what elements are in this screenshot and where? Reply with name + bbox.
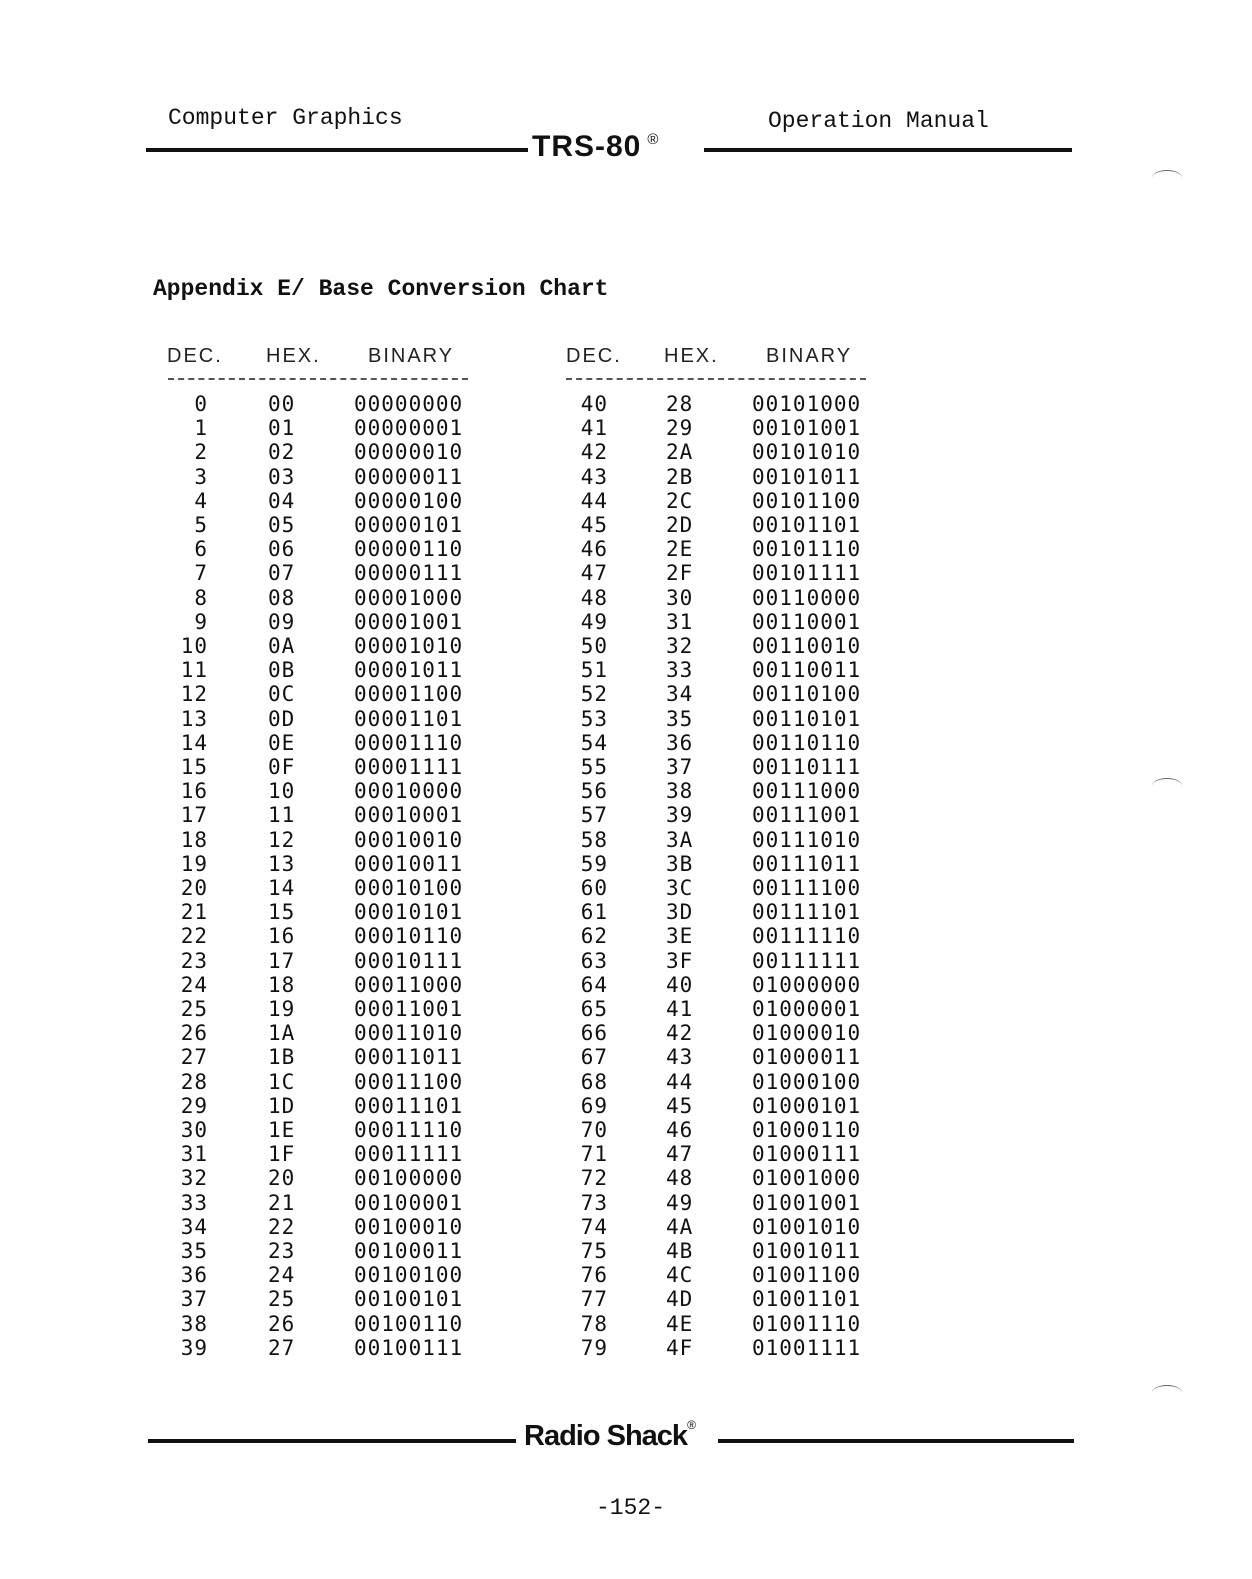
dec-cell: 22 bbox=[180, 924, 208, 949]
dec-cell: 28 bbox=[180, 1069, 208, 1094]
dec-cell: 11 bbox=[180, 658, 208, 683]
margin-mark-bottom bbox=[1152, 1385, 1182, 1400]
hex-cell: 1A bbox=[268, 1021, 296, 1046]
hex-cell: 44 bbox=[666, 1069, 694, 1094]
hex-cell: 2B bbox=[666, 464, 694, 489]
hex-cell: 40 bbox=[666, 972, 694, 997]
dec-cell: 33 bbox=[180, 1190, 208, 1215]
binary-cell: 00010110 bbox=[354, 924, 464, 949]
dec-cell: 78 bbox=[580, 1311, 608, 1336]
dec-cell: 20 bbox=[180, 876, 208, 900]
binary-cell: 01001101 bbox=[752, 1287, 862, 1312]
hex-cell: 25 bbox=[268, 1287, 296, 1312]
hex-cell: 0C bbox=[268, 682, 296, 707]
dec-cell: 46 bbox=[580, 537, 608, 562]
hex-cell: 2E bbox=[666, 537, 694, 562]
hex-cell: 21 bbox=[268, 1190, 296, 1215]
binary-cell: 00011100 bbox=[354, 1069, 464, 1094]
dec-cell: 64 bbox=[580, 972, 608, 997]
binary-cell: 01001001 bbox=[752, 1190, 862, 1215]
dec-cell: 63 bbox=[580, 948, 608, 973]
binary-cell: 00001101 bbox=[354, 706, 464, 731]
dec-cell: 34 bbox=[180, 1214, 208, 1239]
hex-cell: 43 bbox=[666, 1045, 694, 1070]
dec-cell: 12 bbox=[180, 682, 208, 707]
binary-cell: 00001000 bbox=[354, 585, 464, 610]
binary-cell: 00110011 bbox=[752, 658, 862, 683]
binary-cell: 00100100 bbox=[354, 1263, 464, 1288]
dec-cell: 57 bbox=[580, 803, 608, 828]
binary-cell: 00100101 bbox=[354, 1287, 464, 1312]
binary-cell: 00101011 bbox=[752, 464, 862, 489]
binary-cell: 01000101 bbox=[752, 1093, 862, 1118]
dec-cell: 67 bbox=[580, 1045, 608, 1070]
dec-cell: 52 bbox=[580, 682, 608, 707]
dec-cell: 13 bbox=[180, 706, 208, 731]
hex-cell: 01 bbox=[268, 416, 296, 441]
hex-cell: 41 bbox=[666, 997, 694, 1021]
dec-cell: 27 bbox=[180, 1045, 208, 1070]
binary-cell: 01001110 bbox=[752, 1311, 862, 1336]
binary-cell: 00101001 bbox=[752, 416, 862, 441]
dec-cell: 7 bbox=[194, 561, 208, 586]
dec-cell: 10 bbox=[180, 634, 208, 658]
hex-cell: 18 bbox=[268, 972, 296, 997]
hex-cell: 35 bbox=[666, 706, 694, 731]
header-rule-right bbox=[704, 148, 1072, 152]
binary-cell: 00101010 bbox=[752, 440, 862, 465]
dec-cell: 68 bbox=[580, 1069, 608, 1094]
binary-cell: 00100010 bbox=[354, 1214, 464, 1239]
hex-cell: 26 bbox=[268, 1311, 296, 1336]
hex-cell: 2C bbox=[666, 488, 694, 513]
hex-cell: 39 bbox=[666, 803, 694, 828]
dec-cell: 69 bbox=[580, 1093, 608, 1118]
hex-cell: 32 bbox=[666, 634, 694, 658]
dec-cell: 1 bbox=[194, 416, 208, 441]
binary-cell: 00010100 bbox=[354, 876, 464, 900]
dec-cell: 45 bbox=[580, 513, 608, 537]
dec-cell: 0 bbox=[194, 392, 208, 416]
hex-cell: 4F bbox=[666, 1335, 694, 1360]
hex-cell: 16 bbox=[268, 924, 296, 949]
hex-cell: 45 bbox=[666, 1093, 694, 1118]
dec-cell: 77 bbox=[580, 1287, 608, 1312]
binary-cell: 00111010 bbox=[752, 827, 862, 852]
binary-cell: 00011101 bbox=[354, 1093, 464, 1118]
dec-cell: 37 bbox=[180, 1287, 208, 1312]
binary-cell: 00011001 bbox=[354, 997, 464, 1021]
hex-cell: 27 bbox=[268, 1335, 296, 1360]
dec-cell: 39 bbox=[180, 1335, 208, 1360]
binary-cell: 00000100 bbox=[354, 488, 464, 513]
hex-cell: 0B bbox=[268, 658, 296, 683]
hex-cell: 4E bbox=[666, 1311, 694, 1336]
binary-cell: 01000010 bbox=[752, 1021, 862, 1046]
dec-cell: 47 bbox=[580, 561, 608, 586]
dec-cell: 54 bbox=[580, 730, 608, 755]
binary-cell: 00110001 bbox=[752, 609, 862, 634]
dec-cell: 19 bbox=[180, 851, 208, 876]
binary-cell: 00011010 bbox=[354, 1021, 464, 1046]
dec-cell: 31 bbox=[180, 1142, 208, 1167]
hex-cell: 08 bbox=[268, 585, 296, 610]
hex-cell: 34 bbox=[666, 682, 694, 707]
dec-cell: 43 bbox=[580, 464, 608, 489]
dec-cell: 74 bbox=[580, 1214, 608, 1239]
dec-cell: 60 bbox=[580, 876, 608, 900]
dec-cell: 58 bbox=[580, 827, 608, 852]
hex-cell: 46 bbox=[666, 1118, 694, 1142]
binary-cell: 00111011 bbox=[752, 851, 862, 876]
dec-cell: 18 bbox=[180, 827, 208, 852]
binary-cell: 00001100 bbox=[354, 682, 464, 707]
binary-cell: 00101110 bbox=[752, 537, 862, 562]
hex-cell: 2F bbox=[666, 561, 694, 586]
hex-cell: 36 bbox=[666, 730, 694, 755]
dec-cell: 8 bbox=[194, 585, 208, 610]
header-right-title: Operation Manual bbox=[768, 108, 989, 134]
binary-cell: 00110100 bbox=[752, 682, 862, 707]
binary-cell: 00001110 bbox=[354, 730, 464, 755]
col-head-binary-left: BINARY bbox=[368, 345, 455, 367]
hex-cell: 02 bbox=[268, 440, 296, 465]
hex-cell: 03 bbox=[268, 464, 296, 489]
dec-cell: 42 bbox=[580, 440, 608, 465]
dec-cell: 30 bbox=[180, 1118, 208, 1142]
binary-cell: 01001010 bbox=[752, 1214, 862, 1239]
binary-cell: 00110010 bbox=[752, 634, 862, 658]
dec-cell: 35 bbox=[180, 1239, 208, 1263]
dec-cell: 29 bbox=[180, 1093, 208, 1118]
col-head-dec-right: DEC. bbox=[566, 345, 622, 367]
hex-cell: 37 bbox=[666, 755, 694, 779]
binary-cell: 01000011 bbox=[752, 1045, 862, 1070]
binary-cell: 00001011 bbox=[354, 658, 464, 683]
binary-cell: 00010111 bbox=[354, 948, 464, 973]
hex-cell: 0A bbox=[268, 634, 296, 658]
hex-cell: 0E bbox=[268, 730, 296, 755]
hex-cell: 09 bbox=[268, 609, 296, 634]
header-left-title: Computer Graphics bbox=[168, 105, 403, 131]
hex-cell: 23 bbox=[268, 1239, 296, 1263]
binary-cell: 00011011 bbox=[354, 1045, 464, 1070]
hex-cell: 38 bbox=[666, 779, 694, 804]
header-rule-left bbox=[146, 148, 528, 152]
registered-mark: ® bbox=[647, 131, 660, 148]
binary-cell: 00100011 bbox=[354, 1239, 464, 1263]
dec-cell: 9 bbox=[194, 609, 208, 634]
binary-cell: 00101000 bbox=[752, 392, 862, 416]
hex-cell: 06 bbox=[268, 537, 296, 562]
dec-cell: 40 bbox=[580, 392, 608, 416]
page-number: -152- bbox=[596, 1495, 666, 1521]
col-head-hex-right: HEX. bbox=[664, 345, 719, 367]
radio-shack-logo-text: Radio Shack bbox=[524, 1420, 688, 1452]
footer-rule-left bbox=[148, 1439, 516, 1443]
hex-cell: 2A bbox=[666, 440, 694, 465]
dec-cell: 25 bbox=[180, 997, 208, 1021]
binary-cell: 00100001 bbox=[354, 1190, 464, 1215]
dec-cell: 41 bbox=[580, 416, 608, 441]
dec-cell: 2 bbox=[194, 440, 208, 465]
hex-cell: 31 bbox=[666, 609, 694, 634]
binary-cell: 00010011 bbox=[354, 851, 464, 876]
binary-cell: 00011111 bbox=[354, 1142, 464, 1167]
col-head-underline-left bbox=[168, 378, 468, 380]
hex-cell: 4A bbox=[666, 1214, 694, 1239]
hex-cell: 2D bbox=[666, 513, 694, 537]
binary-cell: 00110111 bbox=[752, 755, 862, 779]
binary-cell: 00110000 bbox=[752, 585, 862, 610]
binary-cell: 00000111 bbox=[354, 561, 464, 586]
hex-cell: 19 bbox=[268, 997, 296, 1021]
dec-cell: 61 bbox=[580, 900, 608, 925]
hex-cell: 13 bbox=[268, 851, 296, 876]
hex-cell: 48 bbox=[666, 1166, 694, 1191]
hex-cell: 1E bbox=[268, 1118, 296, 1142]
col-head-dec-left: DEC. bbox=[167, 345, 223, 367]
hex-cell: 3B bbox=[666, 851, 694, 876]
binary-cell: 00111110 bbox=[752, 924, 862, 949]
binary-cell: 00101100 bbox=[752, 488, 862, 513]
hex-cell: 07 bbox=[268, 561, 296, 586]
hex-cell: 49 bbox=[666, 1190, 694, 1215]
binary-cell: 01000000 bbox=[752, 972, 862, 997]
dec-cell: 17 bbox=[180, 803, 208, 828]
dec-cell: 21 bbox=[180, 900, 208, 925]
binary-cell: 00010101 bbox=[354, 900, 464, 925]
footer-rule-right bbox=[718, 1439, 1074, 1443]
dec-cell: 72 bbox=[580, 1166, 608, 1191]
hex-cell: 4C bbox=[666, 1263, 694, 1288]
hex-cell: 3D bbox=[666, 900, 694, 925]
hex-cell: 29 bbox=[666, 416, 694, 441]
hex-cell: 4D bbox=[666, 1287, 694, 1312]
hex-cell: 4B bbox=[666, 1239, 694, 1263]
dec-cell: 66 bbox=[580, 1021, 608, 1046]
dec-cell: 23 bbox=[180, 948, 208, 973]
binary-cell: 01000100 bbox=[752, 1069, 862, 1094]
trs80-logo-text: TRS-80 bbox=[532, 130, 642, 163]
dec-cell: 36 bbox=[180, 1263, 208, 1288]
hex-cell: 33 bbox=[666, 658, 694, 683]
hex-cell: 28 bbox=[666, 392, 694, 416]
binary-cell: 00001010 bbox=[354, 634, 464, 658]
appendix-title: Appendix E/ Base Conversion Chart bbox=[153, 276, 609, 302]
hex-cell: 3E bbox=[666, 924, 694, 949]
hex-cell: 22 bbox=[268, 1214, 296, 1239]
margin-mark-middle bbox=[1152, 778, 1182, 793]
dec-cell: 62 bbox=[580, 924, 608, 949]
dec-cell: 75 bbox=[580, 1239, 608, 1263]
dec-cell: 24 bbox=[180, 972, 208, 997]
hex-cell: 04 bbox=[268, 488, 296, 513]
dec-cell: 14 bbox=[180, 730, 208, 755]
binary-cell: 00000010 bbox=[354, 440, 464, 465]
hex-cell: 1F bbox=[268, 1142, 296, 1167]
dec-cell: 71 bbox=[580, 1142, 608, 1167]
binary-cell: 01001000 bbox=[752, 1166, 862, 1191]
hex-cell: 1C bbox=[268, 1069, 296, 1094]
dec-cell: 51 bbox=[580, 658, 608, 683]
radio-shack-logo bbox=[524, 1418, 695, 1453]
hex-cell: 24 bbox=[268, 1263, 296, 1288]
binary-cell: 00111000 bbox=[752, 779, 862, 804]
binary-cell: 00001111 bbox=[354, 755, 464, 779]
registered-mark-footer: ® bbox=[687, 1418, 695, 1432]
dec-cell: 32 bbox=[180, 1166, 208, 1191]
col-head-hex-left: HEX. bbox=[266, 345, 321, 367]
dec-cell: 65 bbox=[580, 997, 608, 1021]
dec-cell: 76 bbox=[580, 1263, 608, 1288]
dec-cell: 59 bbox=[580, 851, 608, 876]
hex-cell: 17 bbox=[268, 948, 296, 973]
dec-cell: 55 bbox=[580, 755, 608, 779]
hex-cell: 30 bbox=[666, 585, 694, 610]
hex-cell: 0F bbox=[268, 755, 296, 779]
dec-cell: 48 bbox=[580, 585, 608, 610]
hex-cell: 00 bbox=[268, 392, 296, 416]
hex-cell: 47 bbox=[666, 1142, 694, 1167]
hex-cell: 14 bbox=[268, 876, 296, 900]
hex-cell: 15 bbox=[268, 900, 296, 925]
dec-cell: 50 bbox=[580, 634, 608, 658]
hex-cell: 42 bbox=[666, 1021, 694, 1046]
binary-cell: 00101101 bbox=[752, 513, 862, 537]
dec-cell: 26 bbox=[180, 1021, 208, 1046]
binary-cell: 00111101 bbox=[752, 900, 862, 925]
dec-cell: 44 bbox=[580, 488, 608, 513]
binary-cell: 00111100 bbox=[752, 876, 862, 900]
binary-cell: 01001011 bbox=[752, 1239, 862, 1263]
hex-cell: 20 bbox=[268, 1166, 296, 1191]
binary-cell: 00110110 bbox=[752, 730, 862, 755]
hex-cell: 1B bbox=[268, 1045, 296, 1070]
binary-cell: 00100110 bbox=[354, 1311, 464, 1336]
dec-cell: 56 bbox=[580, 779, 608, 804]
binary-cell: 00000101 bbox=[354, 513, 464, 537]
binary-cell: 01001100 bbox=[752, 1263, 862, 1288]
binary-cell: 00011110 bbox=[354, 1118, 464, 1142]
binary-cell: 00110101 bbox=[752, 706, 862, 731]
binary-cell: 00000011 bbox=[354, 464, 464, 489]
binary-cell: 00010001 bbox=[354, 803, 464, 828]
binary-cell: 00101111 bbox=[752, 561, 862, 586]
dec-cell: 73 bbox=[580, 1190, 608, 1215]
binary-cell: 01000111 bbox=[752, 1142, 862, 1167]
dec-cell: 5 bbox=[194, 513, 208, 537]
hex-cell: 11 bbox=[268, 803, 296, 828]
hex-cell: 3A bbox=[666, 827, 694, 852]
binary-cell: 01001111 bbox=[752, 1335, 862, 1360]
hex-cell: 3F bbox=[666, 948, 694, 973]
hex-cell: 12 bbox=[268, 827, 296, 852]
binary-cell: 00001001 bbox=[354, 609, 464, 634]
trs80-logo bbox=[532, 130, 659, 164]
dec-cell: 16 bbox=[180, 779, 208, 804]
binary-cell: 00010010 bbox=[354, 827, 464, 852]
hex-cell: 0D bbox=[268, 706, 296, 731]
binary-cell: 00011000 bbox=[354, 972, 464, 997]
binary-cell: 00111001 bbox=[752, 803, 862, 828]
binary-cell: 00000110 bbox=[354, 537, 464, 562]
dec-cell: 53 bbox=[580, 706, 608, 731]
binary-cell: 00100111 bbox=[354, 1335, 464, 1360]
binary-cell: 00000000 bbox=[354, 392, 464, 416]
col-head-binary-right: BINARY bbox=[766, 345, 853, 367]
binary-cell: 00000001 bbox=[354, 416, 464, 441]
dec-cell: 3 bbox=[194, 464, 208, 489]
margin-mark-top bbox=[1152, 170, 1182, 185]
dec-cell: 6 bbox=[194, 537, 208, 562]
dec-cell: 38 bbox=[180, 1311, 208, 1336]
dec-cell: 15 bbox=[180, 755, 208, 779]
hex-cell: 05 bbox=[268, 513, 296, 537]
dec-cell: 49 bbox=[580, 609, 608, 634]
hex-cell: 3C bbox=[666, 876, 694, 900]
col-head-underline-right bbox=[566, 378, 866, 380]
dec-cell: 4 bbox=[194, 488, 208, 513]
hex-cell: 10 bbox=[268, 779, 296, 804]
dec-cell: 79 bbox=[580, 1335, 608, 1360]
hex-cell: 1D bbox=[268, 1093, 296, 1118]
binary-cell: 00100000 bbox=[354, 1166, 464, 1191]
binary-cell: 00010000 bbox=[354, 779, 464, 804]
binary-cell: 01000001 bbox=[752, 997, 862, 1021]
dec-cell: 70 bbox=[580, 1118, 608, 1142]
binary-cell: 01000110 bbox=[752, 1118, 862, 1142]
binary-cell: 00111111 bbox=[752, 948, 862, 973]
